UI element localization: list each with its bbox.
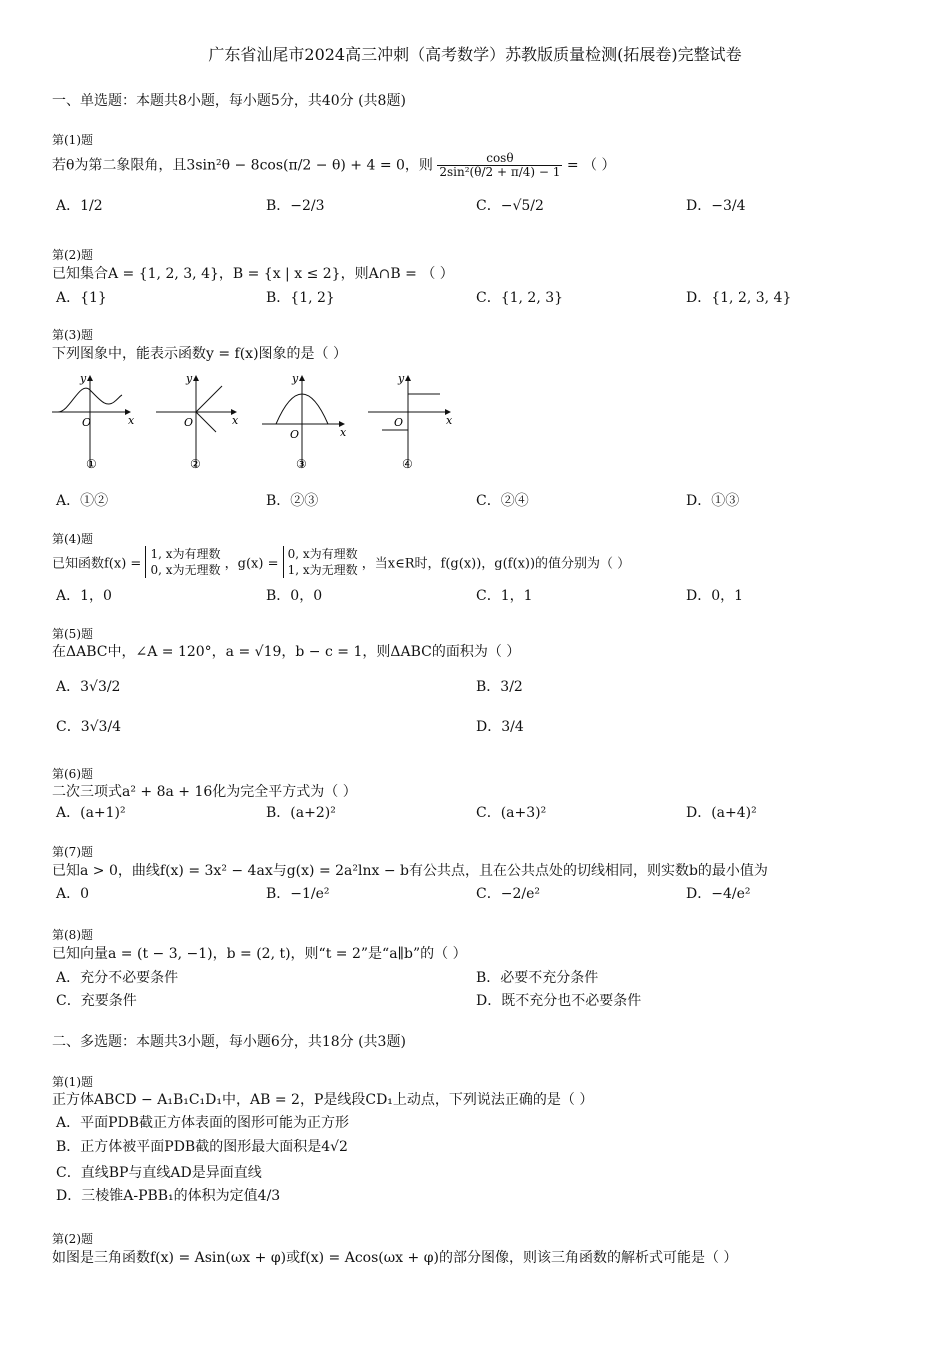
graph-figures <box>50 368 470 478</box>
origin-label: O <box>290 428 300 441</box>
question-label: 第(6)题 <box>52 767 93 781</box>
option-d: D．−4/e² <box>686 886 751 902</box>
axis-y-label: y <box>186 372 193 385</box>
question-label: 第(2)题 <box>52 248 93 262</box>
option-b: B．3/2 <box>476 679 523 695</box>
question-label: 第(2)题 <box>52 1232 93 1246</box>
question-label: 第(3)题 <box>52 328 93 342</box>
option-b: B．0，0 <box>266 588 323 604</box>
question-stem <box>52 546 630 578</box>
option-d: D．三棱锥A-PBB₁的体积为定值4/3 <box>56 1188 281 1204</box>
stem-fraction <box>437 152 562 179</box>
axis-y-label: y <box>80 372 87 385</box>
option-b: B．{1, 2} <box>266 290 335 306</box>
option-c: C．充要条件 <box>56 993 137 1009</box>
option-a: A．(a+1)² <box>56 805 126 821</box>
axis-x-label: x <box>446 414 453 427</box>
option-a: A．平面PDB截正方体表面的图形可能为正方形 <box>56 1115 350 1131</box>
graph-figures-svg <box>50 368 470 478</box>
option-c: C．3√3/4 <box>56 719 122 735</box>
question-stem <box>52 152 616 179</box>
origin-label: O <box>82 416 92 429</box>
question-stem: 二次三项式a² + 8a + 16化为完全平方式为（ ） <box>52 784 357 800</box>
f-piecewise <box>145 546 220 578</box>
option-b: B．②③ <box>266 493 319 509</box>
origin-label: O <box>184 416 194 429</box>
option-a: A．充分不必要条件 <box>56 970 179 986</box>
question-label: 第(5)题 <box>52 627 93 641</box>
option-b: B．(a+2)² <box>266 805 336 821</box>
option-a: A．①② <box>56 493 109 509</box>
option-d: D．(a+4)² <box>686 805 757 821</box>
question-label: 第(1)题 <box>52 1075 93 1089</box>
axis-x-label: x <box>340 426 347 439</box>
option-d: D．既不充分也不必要条件 <box>476 993 642 1009</box>
question-stem: 如图是三角函数f(x) = Asin(ωx + φ)或f(x) = Acos(ωx + φ)的部分图像，则该三角函数的解析式可能是（ ） <box>52 1250 738 1266</box>
option-c: C．②④ <box>476 493 529 509</box>
option-d: D．{1, 2, 3, 4} <box>686 290 792 306</box>
option-a: A．1/2 <box>56 198 103 214</box>
figure-label: ④ <box>402 457 413 471</box>
g-piecewise <box>283 546 358 578</box>
axis-y-label: y <box>398 372 405 385</box>
axis-x-label: x <box>128 414 135 427</box>
origin-label: O <box>394 416 404 429</box>
question-stem: 已知a > 0，曲线f(x) = 3x² − 4ax与g(x) = 2a²lnx − b有公共点，且在公共点处的切线相同，则实数b的最小值为 <box>52 863 768 879</box>
option-c: C．−√5/2 <box>476 198 544 214</box>
question-stem: 已知向量a = (t − 3, −1)，b = (2, t)，则“t = 2”是“a∥b”的（ ） <box>52 946 467 962</box>
graph-2 <box>156 372 239 471</box>
stem-text: ，g(x) = <box>224 556 279 572</box>
question-label: 第(7)题 <box>52 845 93 859</box>
option-c: C．−2/e² <box>476 886 540 902</box>
question-label: 第(8)题 <box>52 928 93 942</box>
option-a: A．{1} <box>56 290 107 306</box>
graph-3 <box>262 372 347 471</box>
f-case-2: 0, x为无理数 <box>150 563 221 577</box>
graph-4 <box>368 372 453 471</box>
stem-text: 已知函数f(x) = <box>52 556 142 572</box>
option-b: B．正方体被平面PDB截的图形最大面积是4√2 <box>56 1139 348 1155</box>
option-a: A．3√3/2 <box>56 679 121 695</box>
axis-y-label: y <box>292 372 299 385</box>
question-stem: 已知集合A = {1, 2, 3, 4}，B = {x | x ≤ 2}，则A∩B = （ ） <box>52 266 454 282</box>
option-d: D．−3/4 <box>686 198 746 214</box>
stem-text: = （ ） <box>566 157 616 174</box>
option-c: C．1，1 <box>476 588 533 604</box>
g-case-1: 0, x为有理数 <box>287 547 358 561</box>
option-c: C．(a+3)² <box>476 805 547 821</box>
page-title: 广东省汕尾市2024高三冲刺（高考数学）苏教版质量检测(拓展卷)完整试卷 <box>208 45 742 64</box>
question-label: 第(4)题 <box>52 532 93 546</box>
stem-text: 若θ为第二象限角，且3sin²θ − 8cos(π/2 − θ) + 4 = 0，则 <box>52 157 433 174</box>
option-a: A．1，0 <box>56 588 112 604</box>
figure-label: ① <box>86 457 97 471</box>
option-c: C．{1, 2, 3} <box>476 290 564 306</box>
question-label: 第(1)题 <box>52 133 93 147</box>
option-d: D．0，1 <box>686 588 744 604</box>
option-c: C．直线BP与直线AD是异面直线 <box>56 1165 262 1181</box>
option-a: A．0 <box>56 886 90 902</box>
figure-label: ③ <box>296 457 307 471</box>
figure-label: ② <box>190 457 201 471</box>
option-b: B．必要不充分条件 <box>476 970 599 986</box>
question-stem: 正方体ABCD − A₁B₁C₁D₁中，AB = 2，P是线段CD₁上动点，下列说法正确的是（ ） <box>52 1092 594 1108</box>
option-b: B．−1/e² <box>266 886 330 902</box>
f-case-1: 1, x为有理数 <box>150 547 221 561</box>
option-b: B．−2/3 <box>266 198 325 214</box>
section-heading-multi: 二、多选题：本题共3小题，每小题6分，共18分 (共3题) <box>52 1034 406 1050</box>
fraction-denominator: 2sin²(θ/2 + π/4) − 1 <box>439 165 561 179</box>
section-heading-single: 一、单选题：本题共8小题，每小题5分，共40分 (共8题) <box>52 93 406 109</box>
fraction-numerator: cosθ <box>437 152 562 166</box>
stem-text: ，当x∈R时，f(g(x))，g(f(x))的值分别为（ ） <box>361 556 631 572</box>
question-stem: 在ΔABC中，∠A = 120°，a = √19，b − c = 1，则ΔABC的面积为（ ） <box>52 644 521 660</box>
option-d: D．①③ <box>686 493 740 509</box>
graph-1 <box>52 372 135 471</box>
option-d: D．3/4 <box>476 719 524 735</box>
g-case-2: 1, x为无理数 <box>287 563 358 577</box>
axis-x-label: x <box>232 414 239 427</box>
question-stem: 下列图象中，能表示函数y = f(x)图象的是（ ） <box>52 346 347 362</box>
